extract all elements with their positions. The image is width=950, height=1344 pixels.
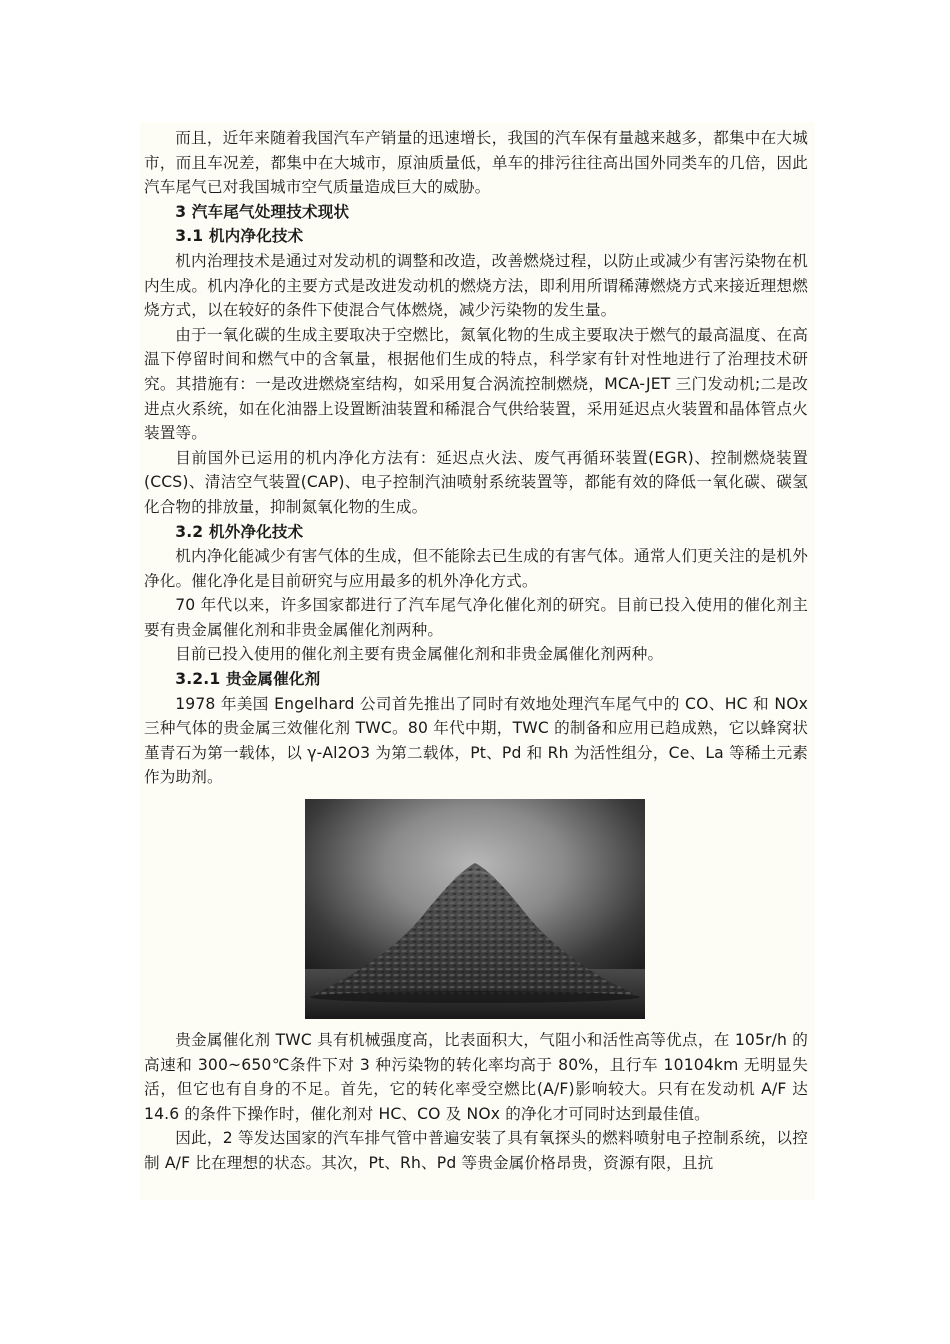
document-body xyxy=(144,126,808,1176)
subsection-heading: 3.2 机外净化技术 xyxy=(175,522,304,541)
paragraph: 70 年代以来，许多国家都进行了汽车尾气净化催化剂的研究。目前已投入使用的催化剂主要有贵金属催化剂和非贵金属催化剂两种。 xyxy=(144,596,808,639)
paragraph: 贵金属催化剂 TWC 具有机械强度高，比表面积大，气阻小和活性高等优点，在 105r/h 的高速和 300~650℃条件下对 3 种污染物的转化率均高于 80%，且行车 10104km 无明显失活，但它也有自身的不足。首先，它的转化率受空燃比(A/F)影响较大。只有在发动机 A/F 达 14.6 的条件下操作时，催化剂对 HC、CO 及 NOx 的净化才可同时达到最佳值。 xyxy=(144,1031,808,1123)
paragraph: 因此，2 等发达国家的汽车排气管中普遍安装了具有氧探头的燃料喷射电子控制系统，以控制 A/F 比在理想的状态。其次，Pt、Rh、Pd 等贵金属价格昂贵，资源有限，且抗 xyxy=(144,1129,808,1172)
paragraph: 机内治理技术是通过对发动机的调整和改造，改善燃烧过程，以防止或减少有害污染物在机内生成。机内净化的主要方式是改进发动机的燃烧方法，即利用所谓稀薄燃烧方式来接近理想燃烧方式，以在较好的条件下使混合气体燃烧，减少污染物的发生量。 xyxy=(144,251,808,320)
paragraph: 机内净化能减少有害气体的生成，但不能除去已生成的有害气体。通常人们更关注的是机外净化。催化净化是目前研究与应用最多的机外净化方式。 xyxy=(144,547,808,590)
paragraph: 目前已投入使用的催化剂主要有贵金属催化剂和非贵金属催化剂两种。 xyxy=(175,645,664,664)
paragraph: 而且，近年来随着我国汽车产销量的迅速增长，我国的汽车保有量越来越多，都集中在大城市，而且车况差，都集中在大城市，原油质量低，单车的排污往往高出国外同类车的几倍，因此汽车尾气已对我国城市空气质量造成巨大的威胁。 xyxy=(144,129,808,197)
paragraph: 1978 年美国 Engelhard 公司首先推出了同时有效地处理汽车尾气中的 CO、HC 和 NOx 三种气体的贵金属三效催化剂 TWC。80 年代中期，TWC 的制备和应用已趋成熟，它以蜂窝状堇青石为第一载体，以 γ-Al2O3 为第二载体，Pt、Pd 和 Rh 为活性组分，Ce、La 等稀土元素作为助剂。 xyxy=(144,694,808,787)
paragraph: 目前国外已运用的机内净化方法有：延迟点火法、废气再循环装置(EGR)、控制燃烧装置(CCS)、清洁空气装置(CAP)、电子控制汽油喷射系统装置等，都能有效的降低一氧化碳、碳氢化合物的排放量，抑制氮氧化物的生成。 xyxy=(144,448,808,516)
section-heading: 3 汽车尾气处理技术现状 xyxy=(175,202,350,221)
paragraph: 由于一氧化碳的生成主要取决于空燃比，氮氧化物的生成主要取决于燃气的最高温度、在高温下停留时间和燃气中的含氧量，根据他们生成的特点，科学家有针对性地进行了治理技术研究。其措施有：一是改进燃烧室结构，如采用复合涡流控制燃烧，MCA-JET 三门发动机;二是改进点火系统，如在化油器上设置断油装置和稀混合气供给装置，采用延迟点火装置和晶体管点火装置等。 xyxy=(144,325,808,443)
catalyst-pellet-pile-photo xyxy=(305,799,645,1019)
subsubsection-heading: 3.2.1 贵金属催化剂 xyxy=(175,670,321,689)
subsection-heading: 3.1 机内净化技术 xyxy=(175,227,304,246)
